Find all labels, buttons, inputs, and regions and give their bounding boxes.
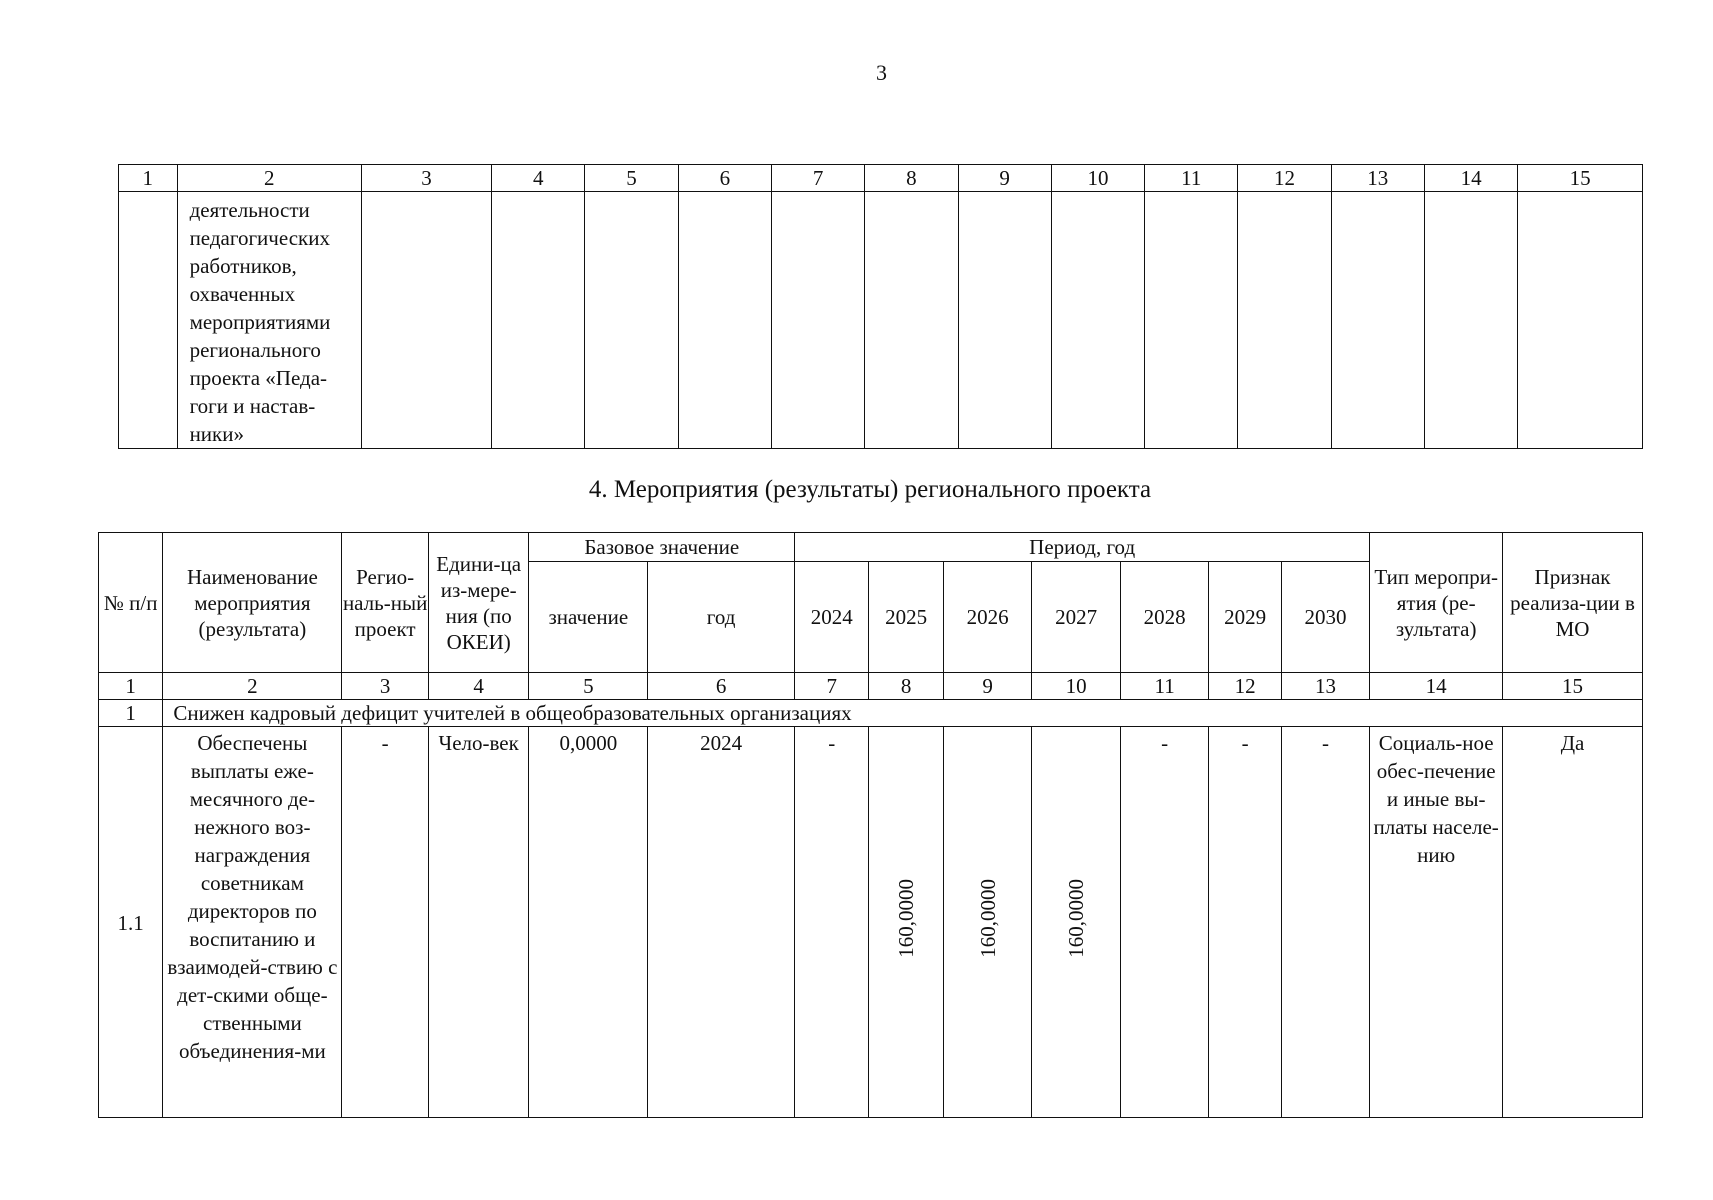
unit: Чело-век — [428, 727, 529, 1118]
base-year: 2024 — [648, 727, 795, 1118]
value-2027: 160,0000 — [1064, 879, 1089, 958]
column-number: 1 — [99, 673, 163, 700]
header-year: 2027 — [1032, 562, 1121, 673]
table-cell — [1238, 192, 1331, 449]
column-number-row — [99, 673, 1643, 700]
group-title: Снижен кадровый дефицит учителей в общеобразовательных организациях — [163, 700, 1643, 727]
header-regional-project: Регио-наль-ный проект — [342, 533, 429, 673]
value-2026-cell — [943, 727, 1032, 1118]
column-number: 13 — [1331, 165, 1424, 192]
column-number: 3 — [361, 165, 491, 192]
column-number: 9 — [958, 165, 1051, 192]
column-number-row — [119, 165, 1643, 192]
header-num: № п/п — [99, 533, 163, 673]
column-number: 12 — [1209, 673, 1281, 700]
column-number: 10 — [1032, 673, 1121, 700]
value-2025: 160,0000 — [894, 879, 919, 958]
column-number: 11 — [1145, 165, 1238, 192]
events-table — [98, 532, 1643, 1118]
header-year: 2029 — [1209, 562, 1281, 673]
regional-project: - — [342, 727, 429, 1118]
column-number: 12 — [1238, 165, 1331, 192]
header-base-value-group: Базовое значение — [529, 533, 795, 562]
column-number: 13 — [1281, 673, 1370, 700]
column-number: 1 — [119, 165, 178, 192]
column-number: 15 — [1503, 673, 1643, 700]
table-cell — [1145, 192, 1238, 449]
header-year: 2026 — [943, 562, 1032, 673]
table-cell — [585, 192, 678, 449]
group-row — [99, 700, 1643, 727]
mo-flag: Да — [1503, 727, 1643, 1118]
table-cell — [1424, 192, 1517, 449]
table-cell — [771, 192, 864, 449]
column-number: 2 — [163, 673, 342, 700]
row-num: 1.1 — [99, 727, 163, 1118]
table-cell — [1331, 192, 1424, 449]
column-number: 2 — [177, 165, 361, 192]
column-number: 3 — [342, 673, 429, 700]
value-2028: - — [1120, 727, 1209, 1118]
table-cell — [492, 192, 585, 449]
header-base-value: значение — [529, 562, 648, 673]
page-number: 3 — [876, 60, 887, 85]
header-year: 2030 — [1281, 562, 1370, 673]
table-row — [119, 192, 1643, 449]
column-number: 8 — [865, 165, 958, 192]
header-name: Наименование мероприятия (результата) — [163, 533, 342, 673]
header-year: 2024 — [795, 562, 869, 673]
table-cell — [958, 192, 1051, 449]
header-base-year: год — [648, 562, 795, 673]
column-number: 4 — [428, 673, 529, 700]
value-2029: - — [1209, 727, 1281, 1118]
header-year: 2028 — [1120, 562, 1209, 673]
table-cell — [119, 192, 178, 449]
header-year: 2025 — [869, 562, 943, 673]
table-cell — [361, 192, 491, 449]
table-cell — [678, 192, 771, 449]
table-row — [99, 727, 1643, 1118]
continuation-table — [118, 164, 1643, 449]
column-number: 6 — [648, 673, 795, 700]
value-2025-cell — [869, 727, 943, 1118]
column-number: 14 — [1424, 165, 1517, 192]
column-number: 8 — [869, 673, 943, 700]
header-unit: Едини-ца из-мере-ния (по ОКЕИ) — [428, 533, 529, 673]
header-row — [99, 533, 1643, 562]
column-number: 15 — [1518, 165, 1643, 192]
table-cell — [1518, 192, 1643, 449]
section-heading: 4. Мероприятия (результаты) регионального проекта — [588, 476, 1152, 503]
column-number: 5 — [529, 673, 648, 700]
column-number: 11 — [1120, 673, 1209, 700]
value-2024: - — [795, 727, 869, 1118]
table-cell — [1051, 192, 1144, 449]
column-number: 4 — [492, 165, 585, 192]
header-mo-flag: Признак реализа-ции в МО — [1503, 533, 1643, 673]
header-event-type: Тип меропри-ятия (ре-зультата) — [1370, 533, 1503, 673]
event-type: Социаль-ное обес-печение и иные вы-платы населе-нию — [1370, 727, 1503, 1118]
group-num: 1 — [99, 700, 163, 727]
column-number: 7 — [795, 673, 869, 700]
value-2030: - — [1281, 727, 1370, 1118]
indicator-description: деятельности педагогических работников, охваченных мероприятиями регионального проекта «Педа-гоги и настав-ники» — [177, 192, 361, 449]
column-number: 10 — [1051, 165, 1144, 192]
column-number: 9 — [943, 673, 1032, 700]
column-number: 6 — [678, 165, 771, 192]
column-number: 7 — [771, 165, 864, 192]
event-name: Обеспечены выплаты еже-месячного де-нежного воз-награждения советникам директоров по воспитанию и взаимодей-ствию с дет-скими обще-ственными объединения-ми — [163, 727, 342, 1118]
column-number: 14 — [1370, 673, 1503, 700]
value-2027-cell — [1032, 727, 1121, 1118]
column-number: 5 — [585, 165, 678, 192]
table-cell — [865, 192, 958, 449]
base-value: 0,0000 — [529, 727, 648, 1118]
value-2026: 160,0000 — [975, 879, 1000, 958]
header-period-group: Период, год — [795, 533, 1370, 562]
